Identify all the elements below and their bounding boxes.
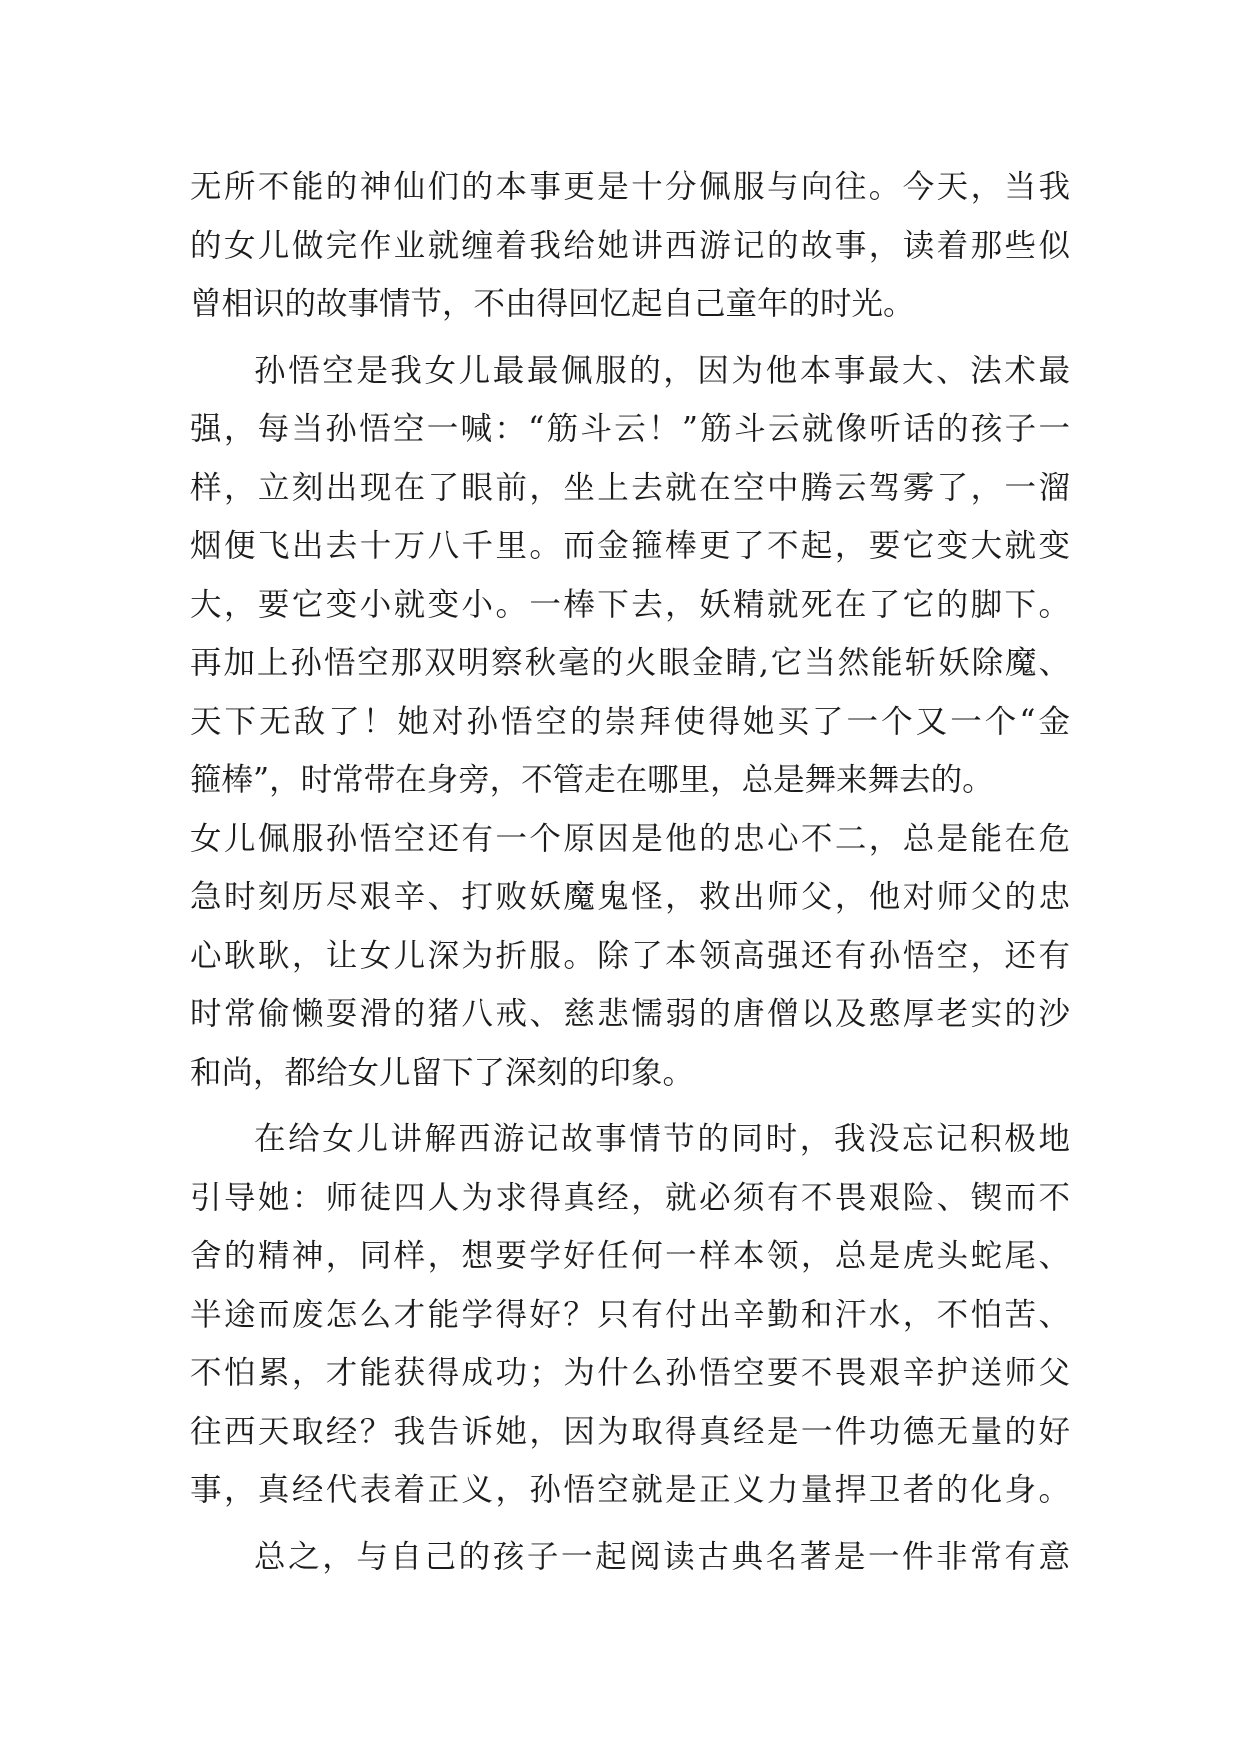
paragraph-first-line: 总之，与自己的孩子一起阅读古典名著是一件非常有意 — [254, 1538, 1070, 1575]
text-line: 事，真经代表着正义，孙悟空就是正义力量捍卫者的化身。 — [190, 1472, 1070, 1508]
text-line: 引导她：师徒四人为求得真经，就必须有不畏艰险、锲而不 — [190, 1179, 1070, 1216]
text-line: 无所不能的神仙们的本事更是十分佩服与向往。今天，当我 — [190, 169, 1070, 205]
text-line: 心耿耿，让女儿深为折服。除了本领高强还有孙悟空，还有 — [190, 937, 1070, 974]
body-text — [190, 158, 1070, 1586]
text-line: 样，立刻出现在了眼前，坐上去就在空中腾云驾雾了，一溜 — [190, 469, 1070, 506]
paragraph-first-line: 在给女儿讲解西游记故事情节的同时，我没忘记积极地 — [254, 1121, 1070, 1157]
text-line: 舍的精神，同样，想要学好任何一样本领，总是虎头蛇尾、 — [190, 1238, 1070, 1274]
text-line: 大，要它变小就变小。一棒下去，妖精就死在了它的脚下。 — [190, 586, 1070, 623]
text-line: 时常偷懒耍滑的猪八戒、慈悲懦弱的唐僧以及憨厚老实的沙 — [190, 996, 1070, 1032]
text-line: 女儿佩服孙悟空还有一个原因是他的忠心不二，总是能在危 — [190, 820, 1070, 857]
text-line: 和尚，都给女儿留下了深刻的印象。 — [190, 1054, 695, 1091]
text-line: 烟便飞出去十万八千里。而金箍棒更了不起，要它变大就变 — [190, 528, 1070, 564]
text-line: 半途而废怎么才能学得好？只有付出辛勤和汗水，不怕苦、 — [190, 1296, 1070, 1333]
text-line: 的女儿做完作业就缠着我给她讲西游记的故事，读着那些似 — [190, 227, 1070, 264]
text-line: 再加上孙悟空那双明察秋毫的火眼金睛,它当然能斩妖除魔、 — [190, 645, 1070, 681]
text-line: 天下无敌了！她对孙悟空的崇拜使得她买了一个又一个“金 — [190, 703, 1070, 740]
text-line: 不怕累，才能获得成功；为什么孙悟空要不畏艰辛护送师父 — [190, 1355, 1070, 1391]
text-line: 强，每当孙悟空一喊：“筋斗云！”筋斗云就像听话的孩子一 — [190, 411, 1070, 447]
text-line: 箍棒”，时常带在身旁，不管走在哪里，总是舞来舞去的。 — [190, 762, 994, 798]
paragraph-first-line: 孙悟空是我女儿最最佩服的，因为他本事最大、法术最 — [254, 352, 1070, 389]
text-line: 急时刻历尽艰辛、打败妖魔鬼怪，救出师父，他对师父的忠 — [190, 879, 1070, 915]
text-line: 往西天取经？我告诉她，因为取得真经是一件功德无量的好 — [190, 1413, 1070, 1450]
text-line: 曾相识的故事情节，不由得回忆起自己童年的时光。 — [190, 286, 915, 322]
